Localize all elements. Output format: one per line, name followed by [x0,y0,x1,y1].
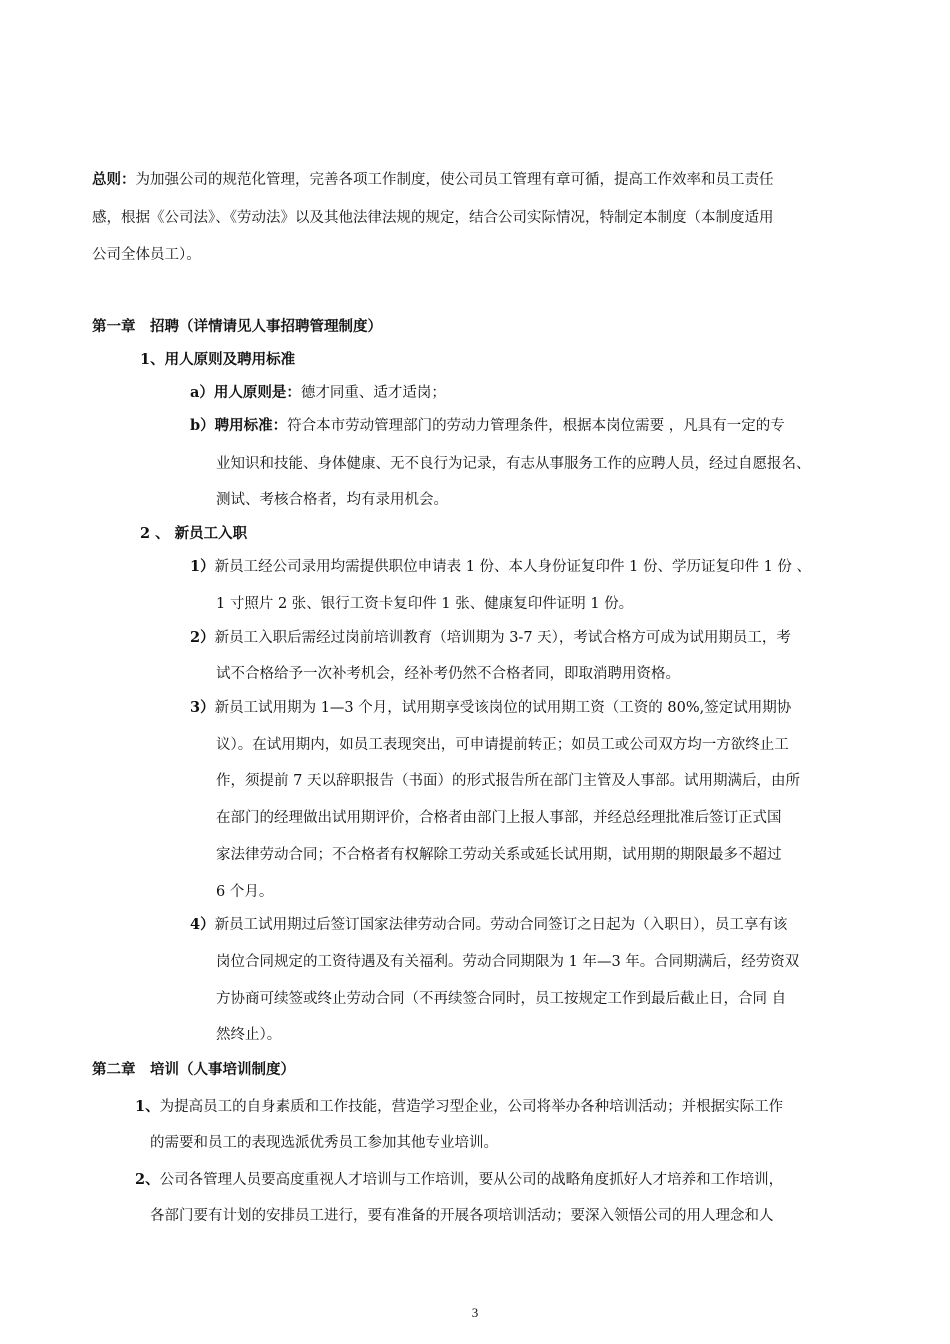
entry-item-3-line-3: 作，须提前 7 天以辞职报告（书面）的形式报告所在部门主管及人事部。试用期满后，由所 [216,773,800,789]
page-number: 3 [471,1305,479,1320]
training-item-1-line-2: 的需要和员工的表现选派优秀员工参加其他专业培训。 [150,1135,498,1151]
chapter-2-title: 第二章 培训（人事培训制度） [92,1061,295,1078]
chapter-1-title: 第一章 招聘（详情请见人事招聘管理制度） [92,318,382,335]
entry-item-3-line-2: 议）。在试用期内，如员工表现突出，可申请提前转正；如员工或公司双方均一方欲终止工 [216,737,789,753]
item-b-line-1: b）聘用标准：符合本市劳动管理部门的劳动力管理条件，根据本岗位需要 ，凡具有一定的专 [190,417,785,434]
entry-item-2-line-1: 2）新员工入职后需经过岗前培训教育（培训期为 3-7 天），考试合格方可成为试用期员工，考 [190,629,791,646]
item-b-line-3: 测试、考核合格者，均有录用机会。 [216,492,448,508]
entry-item-4-line-2: 岗位合同规定的工资待遇及有关福利。劳动合同期限为 1 年—3 年。合同期满后，经劳资双 [216,954,800,970]
section-1-heading: 1、用人原则及聘用标准 [140,351,296,368]
item-a: a）用人原则是：德才同重、适才适岗； [190,384,446,401]
entry-item-3-line-4: 在部门的经理做出试用期评价，合格者由部门上报人事部，并经总经理批准后签订正式国 [216,810,782,826]
entry-item-3-line-6: 6 个月。 [216,884,274,900]
section-2-heading: 2 、 新员工入职 [140,525,248,542]
general-line-3: 公司全体员工）。 [92,247,201,263]
entry-item-2-line-2: 试不合格给予一次补考机会，经补考仍然不合格者同，即取消聘用资格。 [216,666,680,682]
entry-item-3-line-5: 家法律劳动合同；不合格者有权解除工劳动关系或延长试用期，试用期的期限最多不超过 [216,847,782,863]
general-label: 总则： [92,171,136,188]
general-line-2: 感，根据《公司法》、《劳动法》以及其他法律法规的规定，结合公司实际情况，特制定本制度（本制度适用 [92,210,774,226]
entry-item-1-line-2: 1 寸照片 2 张、银行工资卡复印件 1 张、健康复印件证明 1 份。 [216,596,634,612]
training-item-1-line-1: 1、为提高员工的自身素质和工作技能，营造学习型企业，公司将举办各种培训活动；并根据实际工作 [135,1098,784,1115]
entry-item-4-line-1: 4）新员工试用期过后签订国家法律劳动合同。劳动合同签订之日起为（入职日），员工享有该 [190,916,788,933]
entry-item-1-line-1: 1）新员工经公司录用均需提供职位申请表 1 份、本人身份证复印件 1 份、学历证复印件 1 份 、 [190,558,812,575]
entry-item-4-line-3: 方协商可续签或终止劳动合同（不再续签合同时，员工按规定工作到最后截止日，合同 自 [216,991,787,1007]
general-line-1: 总则：为加强公司的规范化管理，完善各项工作制度，使公司员工管理有章可循，提高工作效率和员工责任 [92,171,774,188]
entry-item-4-line-4: 然终止）。 [216,1027,282,1043]
training-item-2-line-2: 各部门要有计划的安排员工进行，要有准备的开展各项培训活动；要深入领悟公司的用人理念和人 [150,1208,774,1224]
entry-item-3-line-1: 3）新员工试用期为 1—3 个月，试用期享受该岗位的试用期工资（工资的 80%,签定试用期协 [190,699,792,716]
item-b-line-2: 业知识和技能、身体健康、无不良行为记录，有志从事服务工作的应聘人员，经过自愿报名、 [216,456,811,472]
training-item-2-line-1: 2、公司各管理人员要高度重视人才培训与工作培训，要从公司的战略角度抓好人才培养和工作培训， [135,1171,784,1188]
